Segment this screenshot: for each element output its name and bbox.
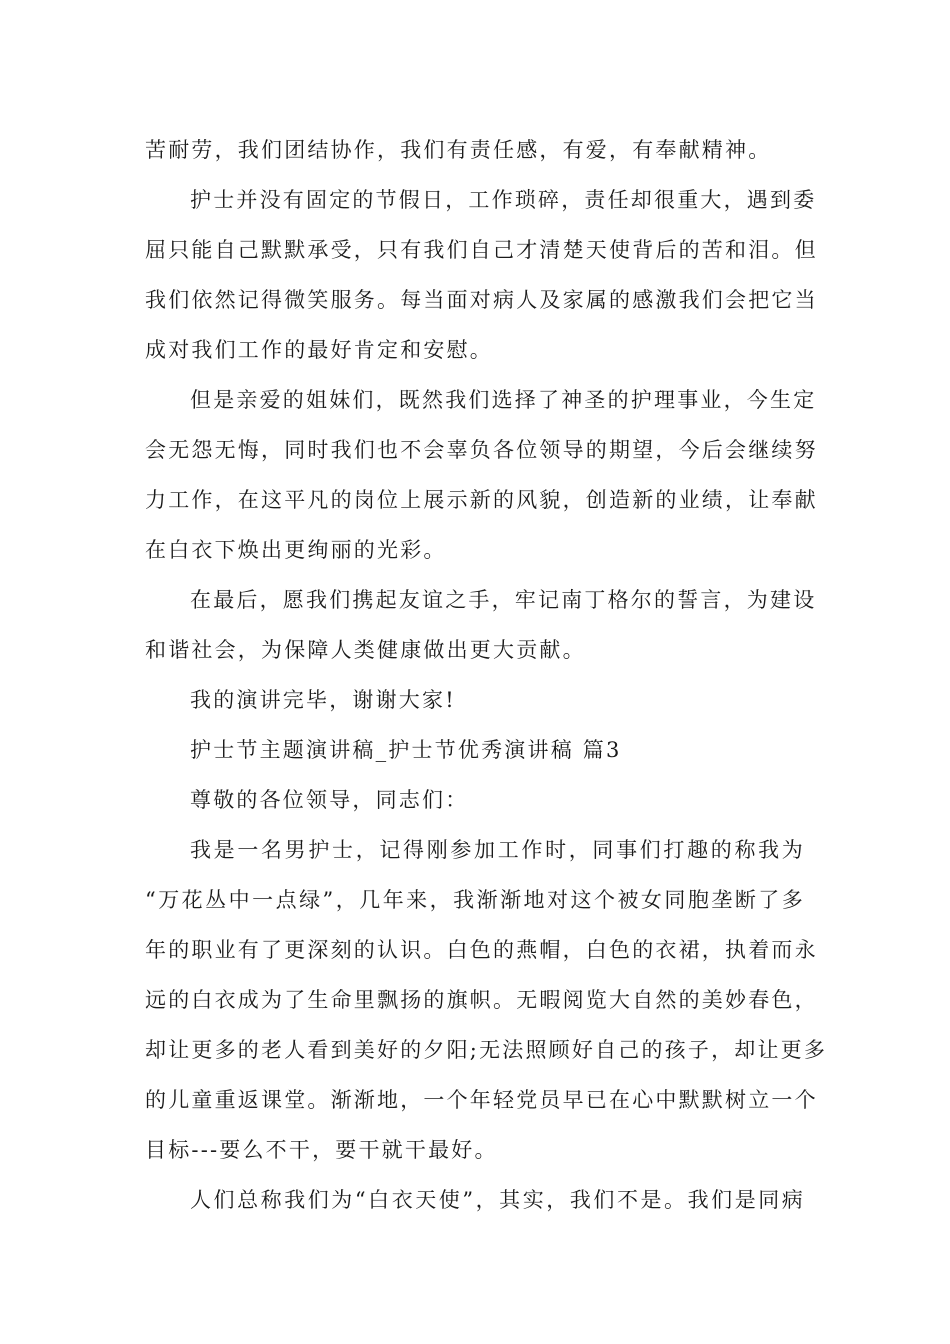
text-line: “万花丛中一点绿”，几年来，我渐渐地对这个被女同胞垄断了多 [145, 888, 805, 912]
paragraph-first-line: 在最后，愿我们携起友谊之手，牢记南丁格尔的誓言，为建设 [190, 588, 817, 612]
paragraph-first-line: 人们总称我们为“白衣天使”，其实，我们不是。我们是同病 [190, 1188, 805, 1212]
text-line: 苦耐劳，我们团结协作，我们有责任感，有爱，有奉献精神。 [145, 138, 772, 162]
paragraph-first-line: 我是一名男护士，记得刚参加工作时，同事们打趣的称我为 [190, 838, 805, 862]
text-line: 却让更多的老人看到美好的夕阳;无法照顾好自己的孩子，却让更多 [145, 1038, 828, 1062]
text-line: 力工作，在这平凡的岗位上展示新的风貌，创造新的业绩，让奉献 [145, 488, 818, 512]
text-line: 目标---要么不干，要干就干最好。 [145, 1138, 498, 1162]
text-line: 会无怨无悔，同时我们也不会辜负各位领导的期望，今后会继续努 [145, 438, 818, 462]
paragraph-first-line: 护士并没有固定的节假日，工作琐碎，责任却很重大，遇到委 [190, 188, 817, 212]
text-line: 年的职业有了更深刻的认识。白色的燕帽，白色的衣裙，执着而永 [145, 938, 818, 962]
text-line: 远的白衣成为了生命里飘扬的旗帜。无暇阅览大自然的美妙春色， [145, 988, 818, 1012]
section-heading: 护士节主题演讲稿_护士节优秀演讲稿 篇3 [190, 738, 622, 762]
salutation: 尊敬的各位领导，同志们： [190, 788, 469, 812]
closing-line: 我的演讲完毕，谢谢大家! [190, 688, 456, 712]
text-line: 成对我们工作的最好肯定和安慰。 [145, 338, 493, 362]
text-line: 屈只能自己默默承受，只有我们自己才清楚天使背后的苦和泪。但 [145, 238, 818, 262]
text-line: 在白衣下焕出更绚丽的光彩。 [145, 538, 447, 562]
text-line: 和谐社会，为保障人类健康做出更大贡献。 [145, 638, 586, 662]
text-line: 我们依然记得微笑服务。每当面对病人及家属的感激我们会把它当 [145, 288, 818, 312]
text-line: 的儿童重返课堂。渐渐地，一个年轻党员早已在心中默默树立一个 [145, 1088, 818, 1112]
paragraph-first-line: 但是亲爱的姐妹们，既然我们选择了神圣的护理事业，今生定 [190, 388, 817, 412]
